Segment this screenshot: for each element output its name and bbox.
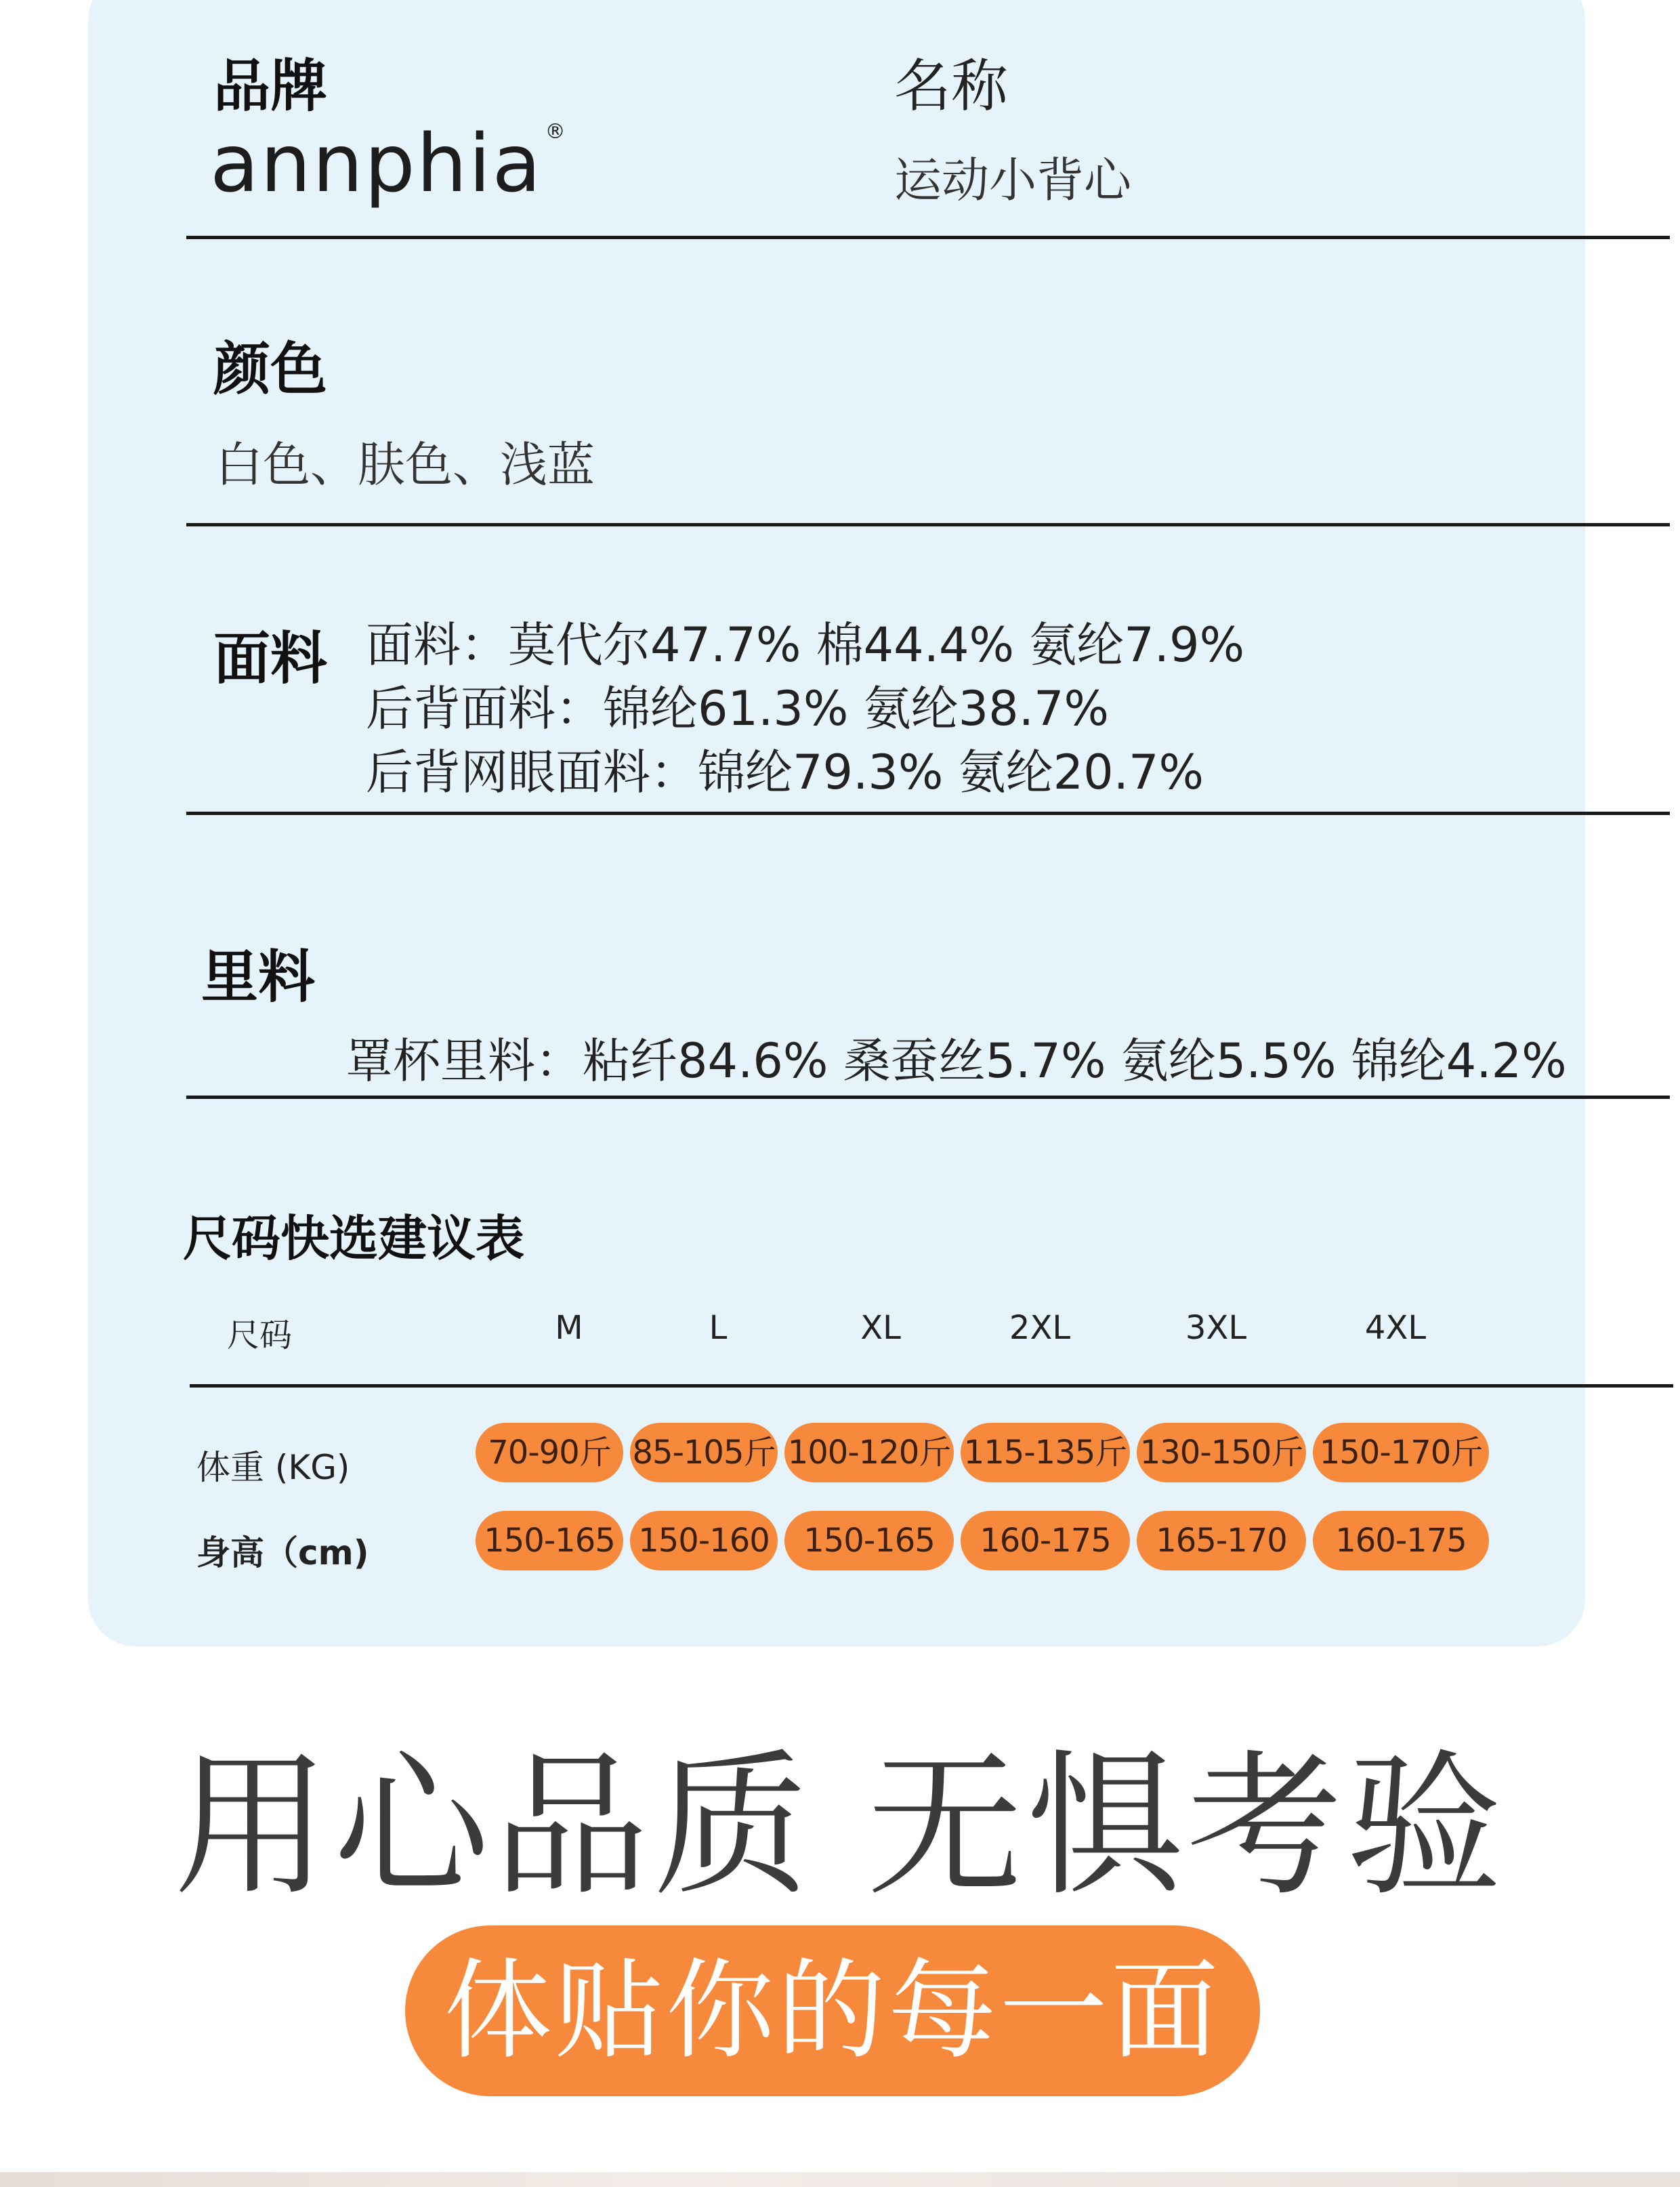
weight-pill: 100-120斤 xyxy=(784,1423,954,1482)
height-pill: 150-165 xyxy=(476,1511,623,1570)
divider xyxy=(186,523,1670,526)
cta-banner xyxy=(405,1925,1260,2096)
spec-card xyxy=(88,0,1585,1646)
divider xyxy=(186,236,1670,239)
height-pill: 165-170 xyxy=(1137,1511,1306,1570)
registered-mark: ® xyxy=(545,120,567,144)
size-header: 2XL xyxy=(1009,1309,1071,1347)
divider xyxy=(186,1096,1670,1099)
lining-value: 罩杯里料：粘纤84.6% 桑蚕丝5.7% 氨纶5.5% 锦纶4.2% xyxy=(345,1033,1567,1089)
name-heading: 名称 xyxy=(894,53,1009,119)
height-pill: 160-175 xyxy=(1313,1511,1489,1570)
slogan: 用心品质 无惧考验 xyxy=(173,1736,1507,1917)
next-section-edge xyxy=(0,2172,1680,2187)
brand-heading: 品牌 xyxy=(213,53,328,119)
size-table-title: 尺码快选建议表 xyxy=(183,1210,525,1267)
height-pill: 160-175 xyxy=(961,1511,1130,1570)
size-header-label: 尺码 xyxy=(227,1316,293,1354)
height-pill: 150-160 xyxy=(630,1511,778,1570)
brand-logo xyxy=(210,117,567,210)
color-value: 白色、肤色、浅蓝 xyxy=(215,437,595,493)
lining-heading: 里料 xyxy=(201,944,316,1010)
size-header: 4XL xyxy=(1364,1309,1427,1347)
fabric-line: 面料：莫代尔47.7% 棉44.4% 氨纶7.9% xyxy=(366,617,1245,673)
weight-pill: 130-150斤 xyxy=(1137,1423,1306,1482)
fabric-heading: 面料 xyxy=(213,625,328,692)
size-header: 3XL xyxy=(1185,1309,1247,1347)
brand-logo-text: annphia xyxy=(210,117,543,210)
product-name: 运动小背心 xyxy=(894,152,1131,208)
table-header-rule xyxy=(190,1384,1673,1388)
weight-pill: 85-105斤 xyxy=(630,1423,778,1482)
height-row-label: 身高（cm) xyxy=(196,1533,369,1572)
weight-pill: 70-90斤 xyxy=(476,1423,623,1482)
weight-pill: 115-135斤 xyxy=(961,1423,1130,1482)
fabric-line: 后背网眼面料：锦纶79.3% 氨纶20.7% xyxy=(366,745,1204,800)
weight-row-label: 体重 (KG) xyxy=(196,1448,350,1487)
size-header: M xyxy=(555,1309,583,1347)
divider xyxy=(186,812,1670,815)
size-header: L xyxy=(709,1309,728,1347)
color-heading: 颜色 xyxy=(213,336,328,402)
fabric-line: 后背面料：锦纶61.3% 氨纶38.7% xyxy=(366,681,1109,736)
cta-text: 体贴你的每一面 xyxy=(443,1947,1221,2074)
weight-pill: 150-170斤 xyxy=(1313,1423,1489,1482)
size-header: XL xyxy=(860,1309,901,1347)
height-pill: 150-165 xyxy=(784,1511,954,1570)
